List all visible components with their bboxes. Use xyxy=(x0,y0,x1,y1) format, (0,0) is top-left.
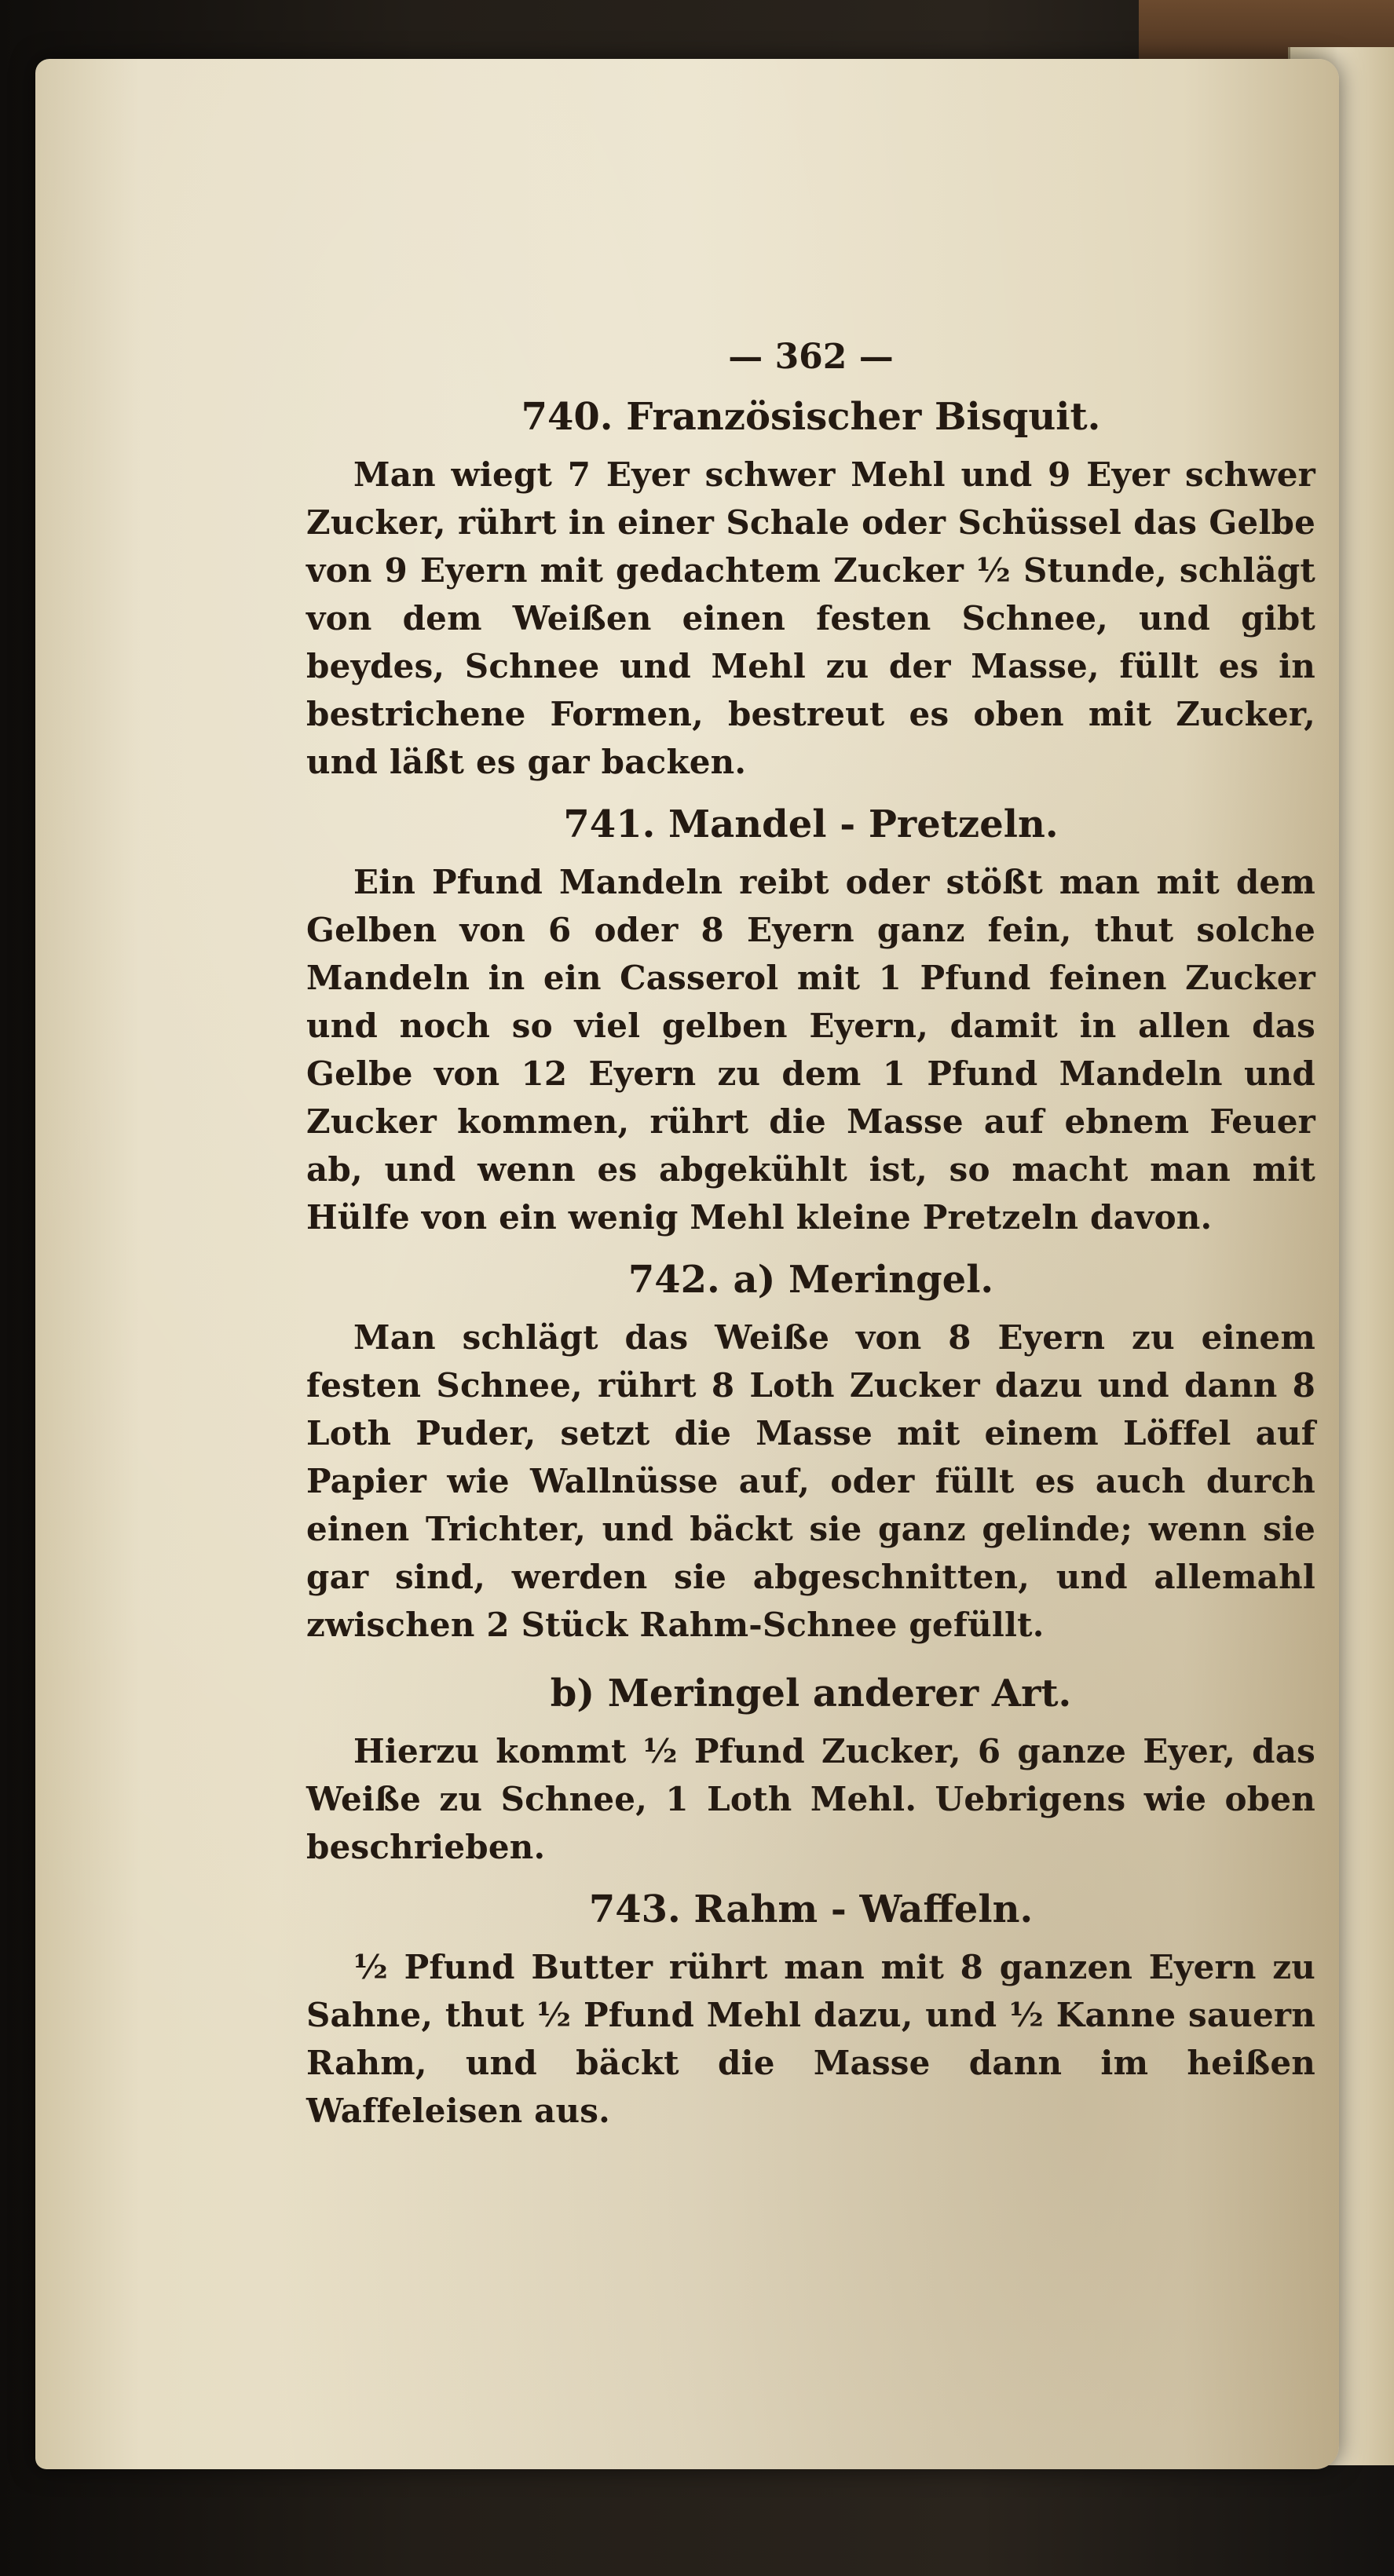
recipe-text-741: Ein Pfund Mandeln reibt oder stößt man mit dem Gelben von 6 oder 8 Eyern ganz fein, thut solche Mandeln in ein Casserol mit 1 Pfund feinen Zucker und noch so viel gelben Eyern, damit in allen das Gelbe von 12 Eyern zu dem 1 Pfund Mandeln und Zucker kommen, rührt die Masse auf ebnem Feuer ab, und wenn es abgekühlt ist, so macht man mit Hülfe von ein wenig Mehl kleine Pretzeln davon. xyxy=(306,863,1315,1237)
recipe-text-740: Man wiegt 7 Eyer schwer Mehl und 9 Eyer schwer Zucker, rührt in einer Schale oder Schüssel das Gelbe von 9 Eyern mit gedachtem Zucker ½ Stunde, schlägt von dem Weißen einen festen Schnee, und gibt beydes, Schnee und Mehl zu der Masse, füllt es in bestrichene Formen, bestreut es oben mit Zucker, und läßt es gar backen. xyxy=(306,455,1315,781)
recipe-heading-741: 741. Mandel - Pretzeln. xyxy=(563,802,1059,846)
recipe-heading-742b: b) Meringel anderer Art. xyxy=(550,1672,1072,1716)
recipe-heading-742a: 742. a) Meringel. xyxy=(627,1258,994,1302)
recipe-text-742b: Hierzu kommt ½ Pfund Zucker, 6 ganze Eyer, das Weiße zu Schnee, 1 Loth Mehl. Uebrigens wie oben beschrieben. xyxy=(306,1732,1315,1866)
recipe-heading-740: 740. Französischer Bisquit. xyxy=(521,395,1101,439)
recipe-heading-743: 743. Rahm - Waffeln. xyxy=(588,1887,1034,1931)
recipe-text-743: ½ Pfund Butter rührt man mit 8 ganzen Eyern zu Sahne, thut ½ Pfund Mehl dazu, und ½ Kanne sauern Rahm, und bäckt die Masse dann im heißen Waffeleisen aus. xyxy=(306,1948,1315,2130)
page-content xyxy=(306,330,1315,2146)
book-page xyxy=(35,59,1339,2469)
page-number: — 362 — xyxy=(728,337,894,377)
recipe-text-742a: Man schlägt das Weiße von 8 Eyern zu einem festen Schnee, rührt 8 Loth Zucker dazu und dann 8 Loth Puder, setzt die Masse mit einem Löffel auf Papier wie Wallnüsse auf, oder füllt es auch durch einen Trichter, und bäckt sie ganz gelinde; wenn sie gar sind, werden sie abgeschnitten, und allemahl zwischen 2 Stück Rahm-Schnee gefüllt. xyxy=(306,1318,1315,1644)
